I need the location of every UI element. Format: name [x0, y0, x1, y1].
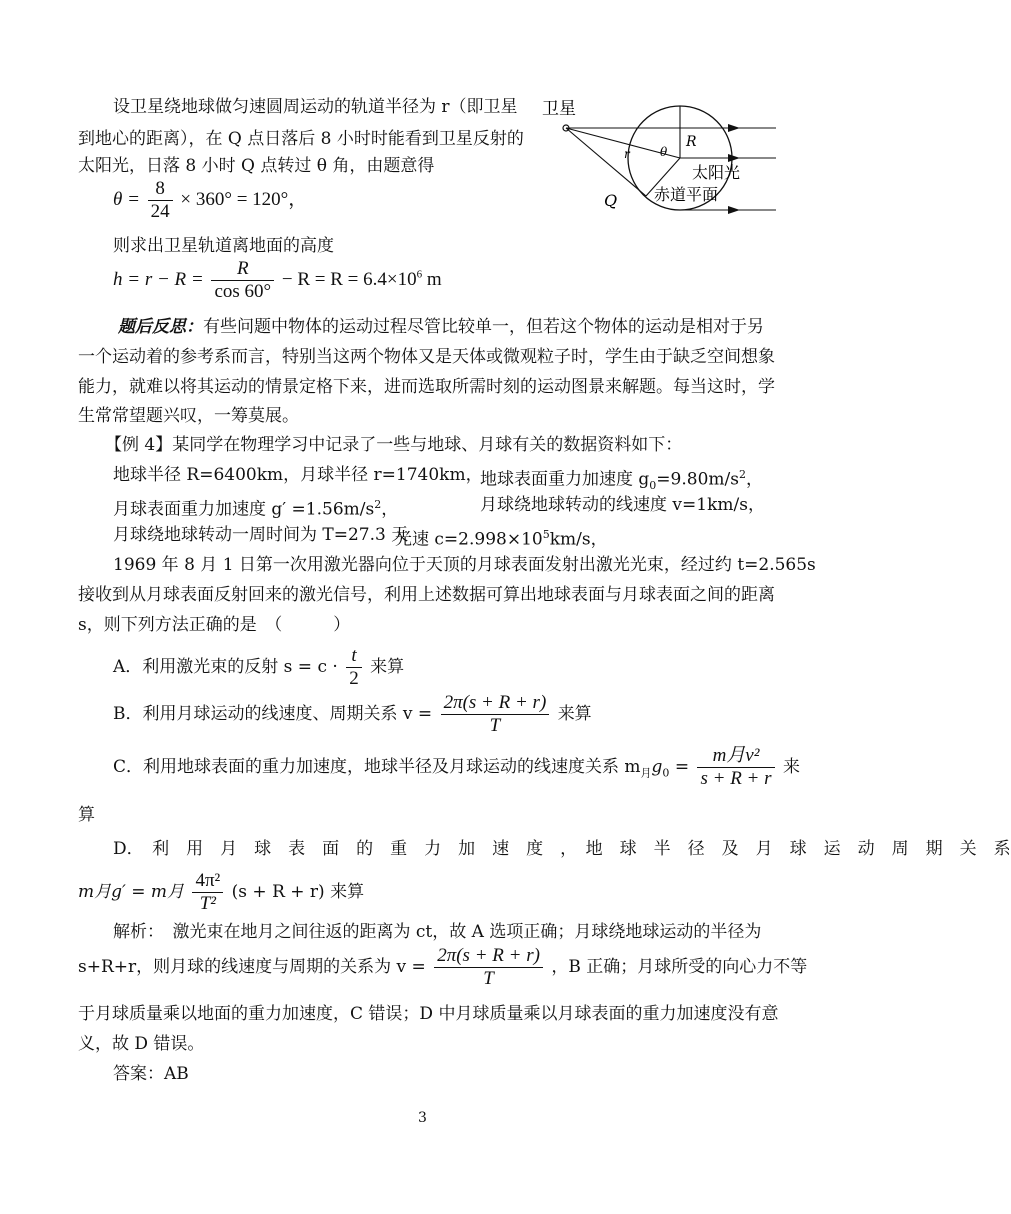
option-b-text: B．利用月球运动的线速度、周期关系 v = — [113, 704, 433, 724]
reflection-line-2: 一个运动着的参考系而言，特别当这两个物体又是天体或微观粒子时，学生由于缺乏空间想象 — [78, 347, 775, 367]
reflection-line-1 — [118, 315, 764, 339]
page-number: 3 — [418, 1110, 427, 1126]
equation-height — [113, 258, 442, 303]
eq2-fraction — [211, 258, 274, 303]
option-b-fraction: $\frac{2\pi(s + R + r)}{T}$ — [441, 692, 550, 737]
data-earth-gravity: 地球表面重力加速度 $g_0=9.80m/s^2$， — [480, 468, 763, 493]
option-d-line-1: D． 利 用 月 球 表 面 的 重 力 加 速 度 ， 地 球 半 径 及 月 球 运 动 周 期 关 系 — [113, 839, 1011, 859]
analysis-line-1: 解析： 激光束在地月之间往返的距离为 ct，故 A 选项正确；月球绕地球运动的半径为 — [113, 922, 762, 942]
eq2-unit: m — [422, 268, 442, 290]
example-paragraph-3: s，则下列方法正确的是 （ ） — [78, 615, 351, 635]
height-intro-line: 则求出卫星轨道离地面的高度 — [113, 236, 334, 256]
diagram-label-R: R — [686, 134, 697, 150]
data-moon-velocity: 月球绕地球转动的线速度 v=1km/s， — [480, 495, 765, 515]
option-a-text: A．利用激光束的反射 s = c · — [113, 657, 338, 677]
data-moon-period: 月球绕地球转动一周时间为 T=27.3 天 — [113, 525, 409, 545]
analysis-fraction: $\frac{2\pi(s + R + r)}{T}$ — [434, 945, 543, 990]
data-light-speed: 光速 $c=2.998\times 10^5km/s$， — [395, 528, 608, 550]
diagram-label-Q: Q — [604, 191, 618, 210]
reflection-line-4: 生常常望题兴叹，一筹莫展。 — [78, 406, 299, 426]
intro-line-2: 到地心的距离），在 Q 点日落后 8 小时时能看到卫星反射的 — [78, 129, 524, 149]
analysis-line-2: s+R+r，则月球的线速度与周期的关系为 v = $\frac{2\pi(s + R + r)}{T}$ ，B 正确；月球所受的向心力不等 — [78, 945, 808, 989]
eq1-denominator: 24 — [148, 200, 173, 223]
example-title: 【例 4】某同学在物理学习中记录了一些与地球、月球有关的数据资料如下： — [105, 435, 683, 455]
diagram-label-sunlight: 太阳光 — [692, 163, 741, 182]
option-c: C．利用地球表面的重力加速度，地球半径及月球运动的线速度关系 $m_月g_0$ = $\frac{\text{m月v²}}{s + R + r}$ 来 — [113, 745, 800, 789]
option-d-fraction: $\frac{\text{4π²}}{\text{T²}}$ — [192, 870, 223, 915]
reflection-text-1: 有些问题中物体的运动过程尽管比较单一，但若这个物体的运动是相对于另 — [203, 317, 764, 337]
analysis-line-4: 义，故 D 错误。 — [78, 1034, 205, 1054]
example-paragraph-1: 1969 年 8 月 1 日第一次用激光器向位于天顶的月球表面发射出激光光束，经过约 t=2.565s — [113, 555, 816, 575]
eq1-numerator: 8 — [155, 178, 165, 199]
option-a: A．利用激光束的反射 s = c · $\frac{t}{2}$ 来算 — [113, 645, 405, 689]
diagram-label-theta: θ — [660, 145, 668, 159]
option-a-fraction: $\frac{t}{2}$ — [346, 645, 362, 690]
intro-line-3: 太阳光，日落 8 小时 Q 点转过 θ 角，由题意得 — [78, 156, 435, 176]
satellite-orbit-diagram — [540, 96, 780, 224]
eq2-lhs: h = r − R = — [113, 268, 204, 290]
option-c-text: C．利用地球表面的重力加速度，地球半径及月球运动的线速度关系 m — [113, 757, 641, 777]
reflection-label: 题后反思： — [118, 317, 203, 337]
data-moon-gravity: 月球表面重力加速度 $g' =1.56m/s^2$， — [113, 498, 399, 520]
eq2-denominator: cos 60° — [211, 280, 274, 303]
eq1-fraction — [148, 178, 173, 223]
analysis-line-3: 于月球质量乘以地面的重力加速度，C 错误；D 中月球质量乘以月球表面的重力加速度没有意 — [78, 1004, 779, 1024]
intro-line-1: 设卫星绕地球做匀速圆周运动的轨道半径为 r（即卫星 — [113, 97, 518, 117]
option-c-fraction: $\frac{\text{m月v²}}{s + R + r}$ — [697, 745, 774, 790]
eq2-exponent: 6 — [416, 268, 423, 281]
eq1-rhs: × 360° = 120°， — [180, 188, 308, 210]
eq2-numerator: R — [237, 258, 249, 279]
eq2-rhs: − R = R = 6.4×10 — [281, 268, 417, 290]
reflection-line-3: 能力，就难以将其运动的情景定格下来，进而选取所需时刻的运动图景来解题。每当这时，学 — [78, 377, 775, 397]
eq1-lhs: θ = — [113, 188, 140, 210]
option-c-wrap: 算 — [78, 805, 95, 825]
option-d-line-2: m月g′ = m月 $\frac{\text{4π²}}{\text{T²}}$ (s + R + r) 来算 — [78, 870, 365, 914]
answer-line: 答案：AB — [113, 1064, 189, 1084]
diagram-label-satellite: 卫星 — [542, 99, 576, 119]
equation-theta — [113, 178, 307, 223]
diagram-label-equator: 赤道平面 — [654, 185, 719, 204]
example-paragraph-2: 接收到从月球表面反射回来的激光信号，利用上述数据可算出地球表面与月球表面之间的距离 — [78, 585, 775, 605]
data-earth-moon-radius: 地球半径 R=6400km，月球半径 r=1740km， — [113, 465, 483, 485]
diagram-label-r: r — [624, 147, 630, 161]
option-b: B．利用月球运动的线速度、周期关系 v = $\frac{2\pi(s + R + r)}{T}$ 来算 — [113, 692, 592, 736]
